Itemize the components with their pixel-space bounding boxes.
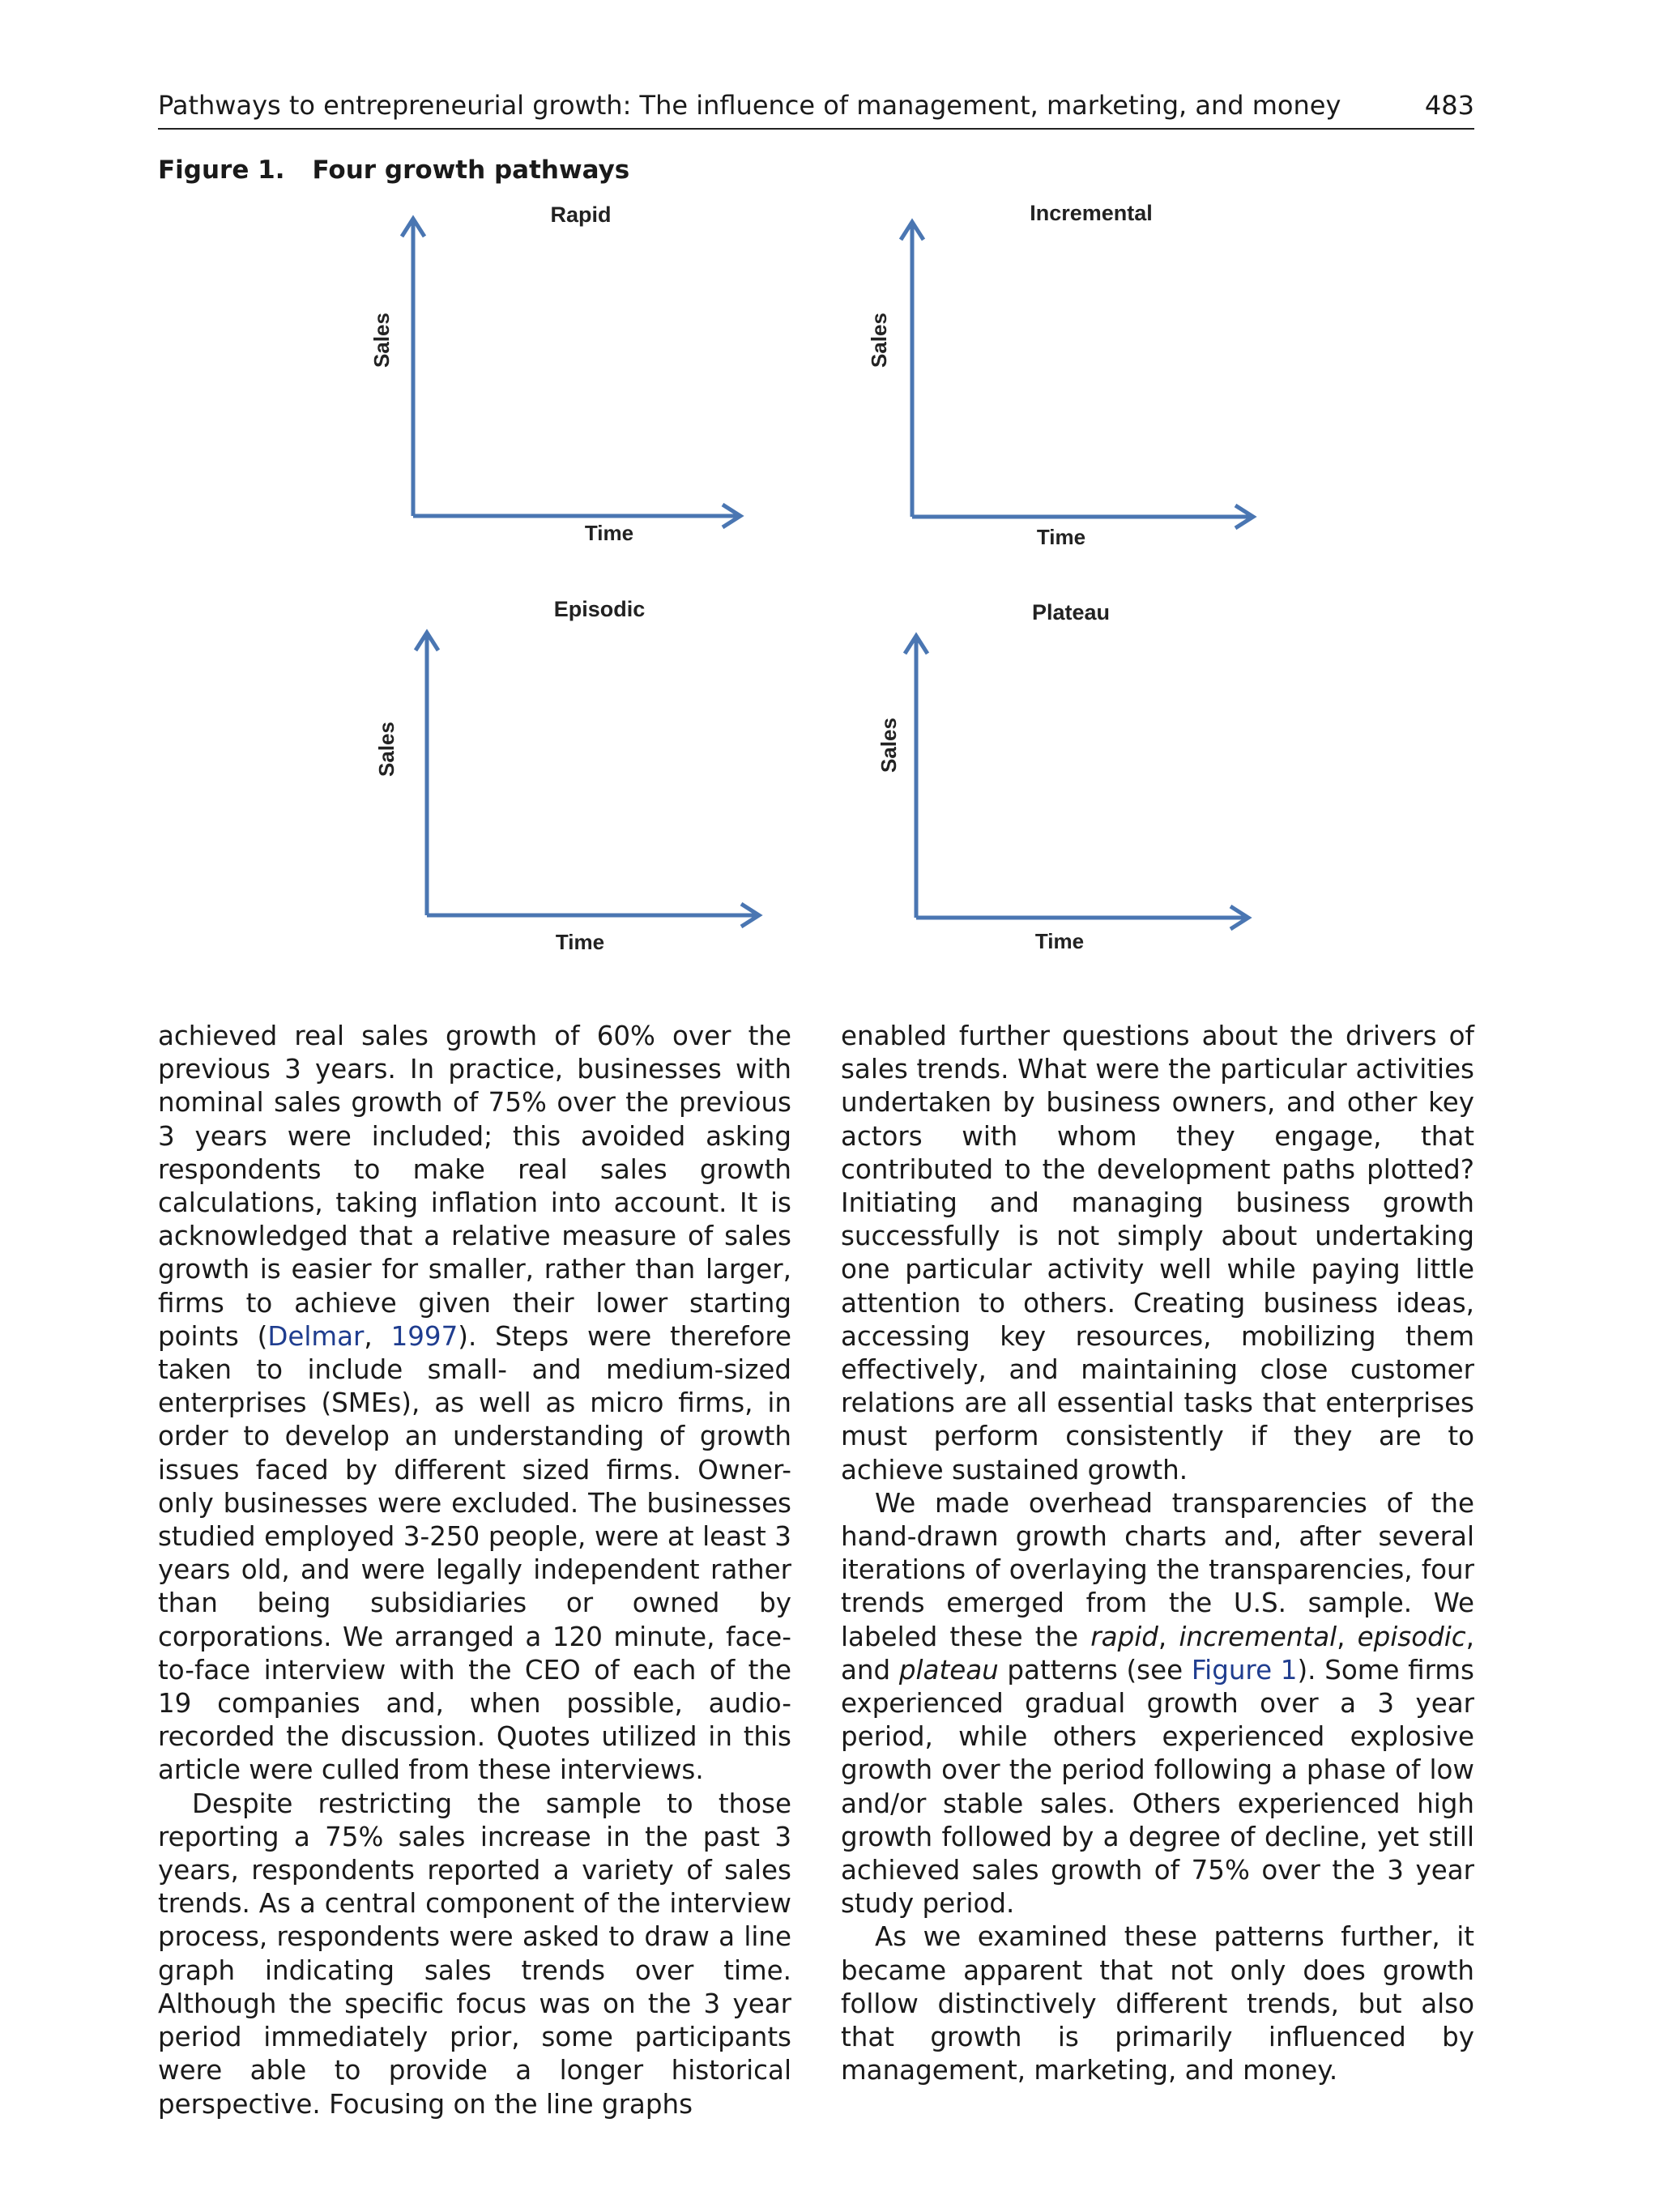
text-run: , and bbox=[841, 1621, 1474, 1686]
body-left-column bbox=[158, 1020, 791, 2121]
citation-year-link[interactable]: 1997 bbox=[390, 1320, 458, 1352]
text-run: , bbox=[1337, 1621, 1358, 1652]
paragraph: enabled further questions about the drivers of sales trends. What were the particular activities undertaken by business owners, and other key actors with whom they engage, that contributed to the development paths plotted? Initiating and managing business growth successfully is not simply about undertaking one particular activity well while paying little attention to others. Creating business ideas, accessing key resources, mobilizing them effectively, and maintaining close customer relations are all essential tasks that enterprises must perform consistently if they are to achieve sustained growth. bbox=[841, 1021, 1474, 1485]
text-run: ). Some firms experienced gradual growth over a 3 year period, while others experienced explosive growth over the period following a phase of low and/or stable sales. Others experienced high growth followed by a degree of decline, yet still achieved sales growth of 75% over the 3 year study period. bbox=[841, 1654, 1474, 1920]
emphasis: plateau bbox=[898, 1654, 999, 1686]
x-axis-label: Time bbox=[1036, 525, 1086, 549]
chart-rapid bbox=[356, 194, 778, 567]
chart-episodic bbox=[356, 591, 778, 964]
figure-label: Figure 1. bbox=[158, 156, 285, 185]
chart-title: Plateau bbox=[1031, 600, 1111, 624]
chart-rapid-svg bbox=[356, 194, 778, 567]
y-axis-label: Sales bbox=[374, 722, 399, 777]
citation-link[interactable]: Delmar bbox=[267, 1320, 365, 1352]
chart-incremental-svg bbox=[859, 194, 1280, 567]
text-run: ). Steps were therefore taken to include small- and medium-sized enterprises (SMEs), as well as micro firms, in order to develop an understanding of growth issues faced by different sized firms. Owner-only businesses were excluded. The businesses studied employed 3-250 people, were at least 3 years old, and were legally independent rather than being subsidiaries or owned by corporations. We arranged a 120 minute, face-to-face interview with the CEO of each of the 19 companies and, when possible, audio-recorded the discussion. Quotes utilized in this article were culled from these interviews. bbox=[158, 1320, 791, 1786]
emphasis: episodic bbox=[1357, 1621, 1466, 1652]
running-header bbox=[158, 87, 1474, 130]
figure-title: Four growth pathways bbox=[312, 156, 630, 185]
text-run: , bbox=[364, 1320, 391, 1352]
body-right-column bbox=[841, 1020, 1474, 2088]
y-axis-label: Sales bbox=[867, 313, 891, 368]
figure-caption bbox=[158, 152, 629, 188]
text-run: , bbox=[1158, 1621, 1179, 1652]
chart-plateau bbox=[859, 591, 1280, 964]
chart-incremental bbox=[859, 194, 1280, 567]
running-title: Pathways to entrepreneurial growth: The influence of management, marketing, and money bbox=[158, 90, 1341, 121]
x-axis-label: Time bbox=[555, 930, 605, 954]
paragraph bbox=[158, 1020, 791, 1788]
paragraph: As we examined these patterns further, it became apparent that not only does growth follow distinctively different trends, but also that growth is primarily influenced by management, marketing, and money. bbox=[841, 1921, 1474, 2086]
text-run: We made overhead transparencies of the hand-drawn growth charts and, after several iterations of overlaying the transparencies, four trends emerged from the U.S. sample. We labeled these the bbox=[841, 1487, 1474, 1652]
chart-title: Rapid bbox=[550, 202, 612, 227]
x-axis-label: Time bbox=[584, 521, 634, 545]
figure-link[interactable]: Figure 1 bbox=[1191, 1654, 1298, 1686]
page-number: 483 bbox=[1424, 90, 1474, 121]
text-run: achieved real sales growth of 60% over the previous 3 years. In practice, businesses with nominal sales growth of 75% over the previous 3 years were included; this avoided asking respondents to make real sales growth calculations, taking inflation into account. It is acknowledged that a relative measure of sales growth is easier for smaller, rather than larger, firms to achieve given their lower starting points ( bbox=[158, 1021, 791, 1352]
y-axis-label: Sales bbox=[369, 313, 394, 368]
chart-episodic-svg bbox=[356, 591, 778, 964]
chart-title: Incremental bbox=[1030, 201, 1153, 225]
x-axis-label: Time bbox=[1034, 929, 1085, 953]
paragraph: Despite restricting the sample to those reporting a 75% sales increase in the past 3 years, respondents reported a variety of sales trends. As a central component of the interview process, respondents were asked to draw a line graph indicating sales trends over time. Although the specific focus was on the 3 year period immediately prior, some participants were able to provide a longer historical perspective. Focusing on the line graphs bbox=[158, 1788, 791, 2120]
paragraph bbox=[841, 1487, 1474, 1921]
chart-title: Episodic bbox=[553, 597, 646, 621]
emphasis: rapid bbox=[1090, 1621, 1158, 1652]
emphasis: incremental bbox=[1179, 1621, 1337, 1652]
y-axis-label: Sales bbox=[876, 718, 901, 773]
chart-plateau-svg bbox=[859, 591, 1280, 964]
text-run: patterns (see bbox=[998, 1654, 1192, 1686]
